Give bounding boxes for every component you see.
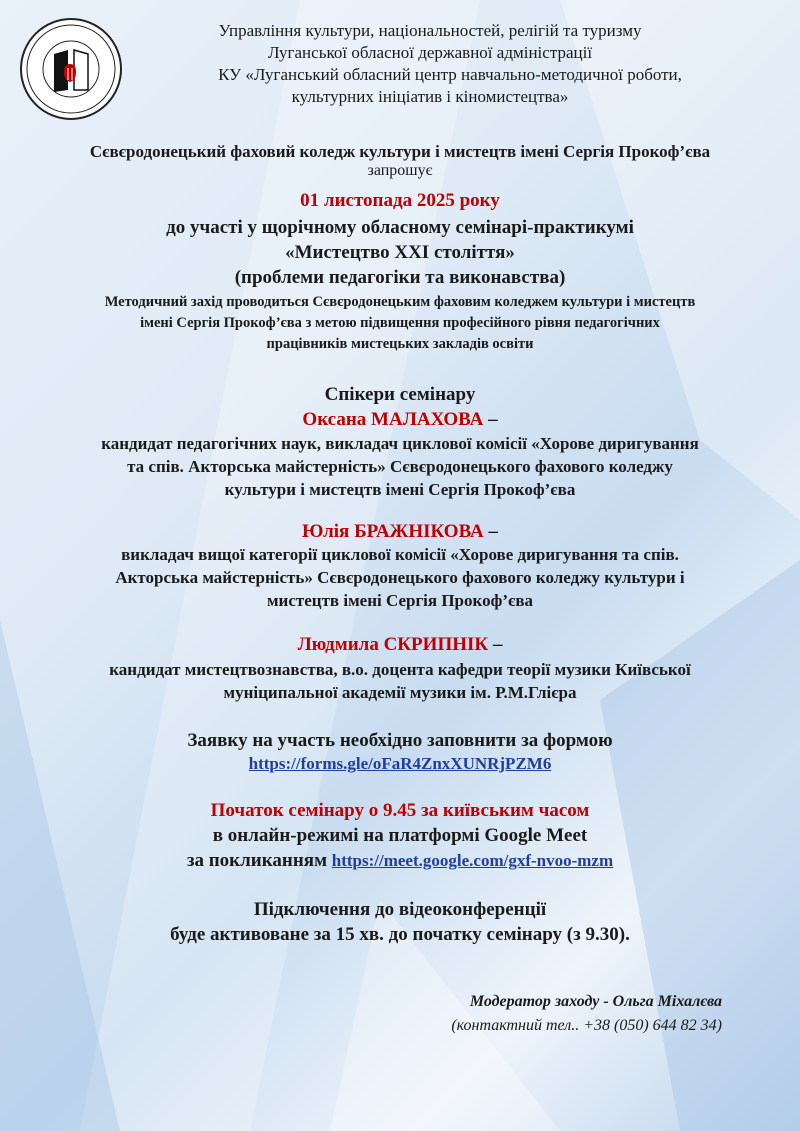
online-platform: в онлайн-режимі на платформі Google Meet	[212, 825, 588, 846]
description	[0, 292, 800, 355]
speakers-heading: Спікери семінару	[324, 384, 476, 405]
event-date: 01 листопада 2025 року	[300, 190, 500, 211]
speaker-2-bio-line-1: викладач вищої категорії циклової комісії «Хорове диригування та спів.	[121, 545, 679, 564]
speaker-1-bio-line-3: культури і мистецтв імені Сергія Прокоф’єва	[224, 480, 576, 499]
speaker-1-bio-line-2: та спів. Акторська майстерність» Сєвєродонецького фахового коледжу	[127, 457, 673, 476]
moderator-block	[451, 990, 722, 1038]
meet-link[interactable]: https://meet.google.com/gxf-nvoo-mzm	[331, 851, 614, 870]
speaker-1-dash: –	[483, 409, 498, 430]
header-line-3: КУ «Луганський обласний центр навчально-методичної роботи,	[218, 65, 682, 84]
header-line-1: Управління культури, національностей, релігій та туризму	[218, 21, 642, 40]
speaker-1-bio	[0, 432, 800, 501]
moderator-name: Модератор заходу - Ольга Міхалєва	[469, 993, 722, 1010]
speaker-3-bio	[0, 658, 800, 704]
speaker-2-dash: –	[483, 521, 499, 542]
application-link-row	[0, 752, 800, 775]
seminar-subtitle: (проблеми педагогіки та виконавства)	[234, 267, 566, 288]
college-logo	[20, 18, 122, 120]
header-line-2: Луганської обласної державної адміністрації	[267, 43, 593, 62]
header-line-4: культурних ініціатив і кіномистецтва»	[291, 87, 569, 106]
speaker-2-name	[0, 519, 800, 544]
description-line-2: імені Сергія Прокоф’єва з метою підвищення професійного рівня педагогічних	[140, 315, 660, 331]
speaker-3-bio-line-1: кандидат мистецтвознавства, в.о. доцента кафедри теорії музики Київської	[109, 660, 691, 679]
description-line-1: Методичний захід проводиться Сєвєродонецьким фаховим коледжем культури і мистецтв	[104, 294, 696, 310]
moderator-contact: (контактний тел.. +38 (050) 644 82 34)	[451, 1017, 722, 1034]
speaker-2-bio-line-2: Акторська майстерність» Сєвєродонецького фахового коледжу культури і	[115, 568, 685, 587]
description-line-3: працівників мистецьких закладів освіти	[266, 336, 534, 352]
speaker-1-name	[0, 407, 800, 432]
college-name: Сєвєродонецький фаховий коледж культури і мистецтв імені Сергія Прокоф’єва	[89, 142, 711, 161]
application-form-link[interactable]: https://forms.gle/oFaR4ZnxXUNRjPZM6	[248, 754, 552, 773]
speaker-3-name-text: Людмила СКРИПНІК	[297, 634, 489, 655]
header-organization	[120, 20, 740, 108]
speaker-1-name-text: Оксана МАЛАХОВА	[302, 409, 484, 430]
speaker-3-bio-line-2: муніципальної академії музики ім. Р.М.Глієра	[223, 683, 577, 702]
speaker-2-bio-line-3: мистецтв імені Сергія Прокоф’єва	[266, 591, 534, 610]
connection-line-1: Підключення до відеоконференції	[253, 899, 547, 920]
seminar-title: «Мистецтво ХХІ століття»	[285, 242, 515, 263]
speaker-3-dash: –	[488, 634, 503, 655]
connection-line-2: буде активоване за 15 хв. до початку семінару (з 9.30).	[170, 924, 630, 945]
meet-link-label: за покликанням	[186, 850, 332, 871]
invitation-line: до участі у щорічному обласному семінарі-практикумі	[166, 217, 634, 238]
speaker-1-bio-line-1: кандидат педагогічних наук, викладач циклової комісії «Хорове диригування	[101, 434, 699, 453]
start-time: Початок семінару о 9.45 за київським часом	[210, 800, 590, 821]
logo-emblem	[22, 20, 120, 118]
meet-link-row	[0, 848, 800, 873]
invites-text: запрошує	[367, 162, 433, 179]
speaker-3-name	[0, 632, 800, 657]
speaker-2-bio	[0, 543, 800, 612]
application-text: Заявку на участь необхідно заповнити за формою	[187, 730, 613, 751]
speaker-2-name-text: Юлія БРАЖНІКОВА	[301, 521, 484, 542]
